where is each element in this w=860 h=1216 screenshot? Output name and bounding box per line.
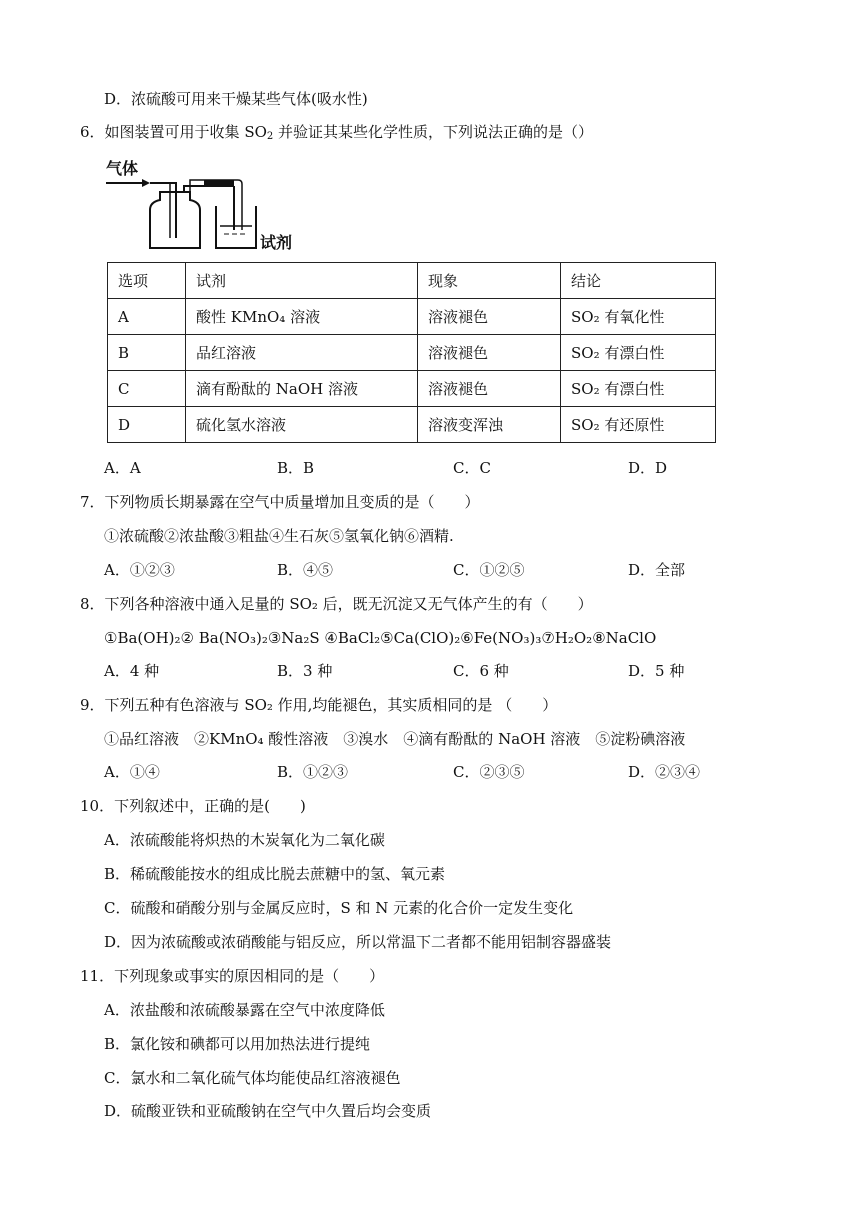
table-cell: SO₂ 有氧化性 — [561, 299, 716, 335]
q10-option-a: A．浓硫酸能将炽热的木炭氧化为二氧化碳 — [104, 831, 385, 849]
gas-label: 气体 — [106, 159, 139, 178]
q10-stem: 10．下列叙述中，正确的是( ) — [80, 797, 306, 815]
q11-option-b: B．氯化铵和碘都可以用加热法进行提纯 — [104, 1035, 371, 1053]
q11-option-a: A．浓盐酸和浓硫酸暴露在空气中浓度降低 — [104, 1001, 385, 1019]
option-c: C．②③⑤ — [453, 763, 525, 781]
option-c: C．C — [453, 459, 491, 477]
option-d: D．全部 — [628, 561, 686, 579]
q11-option-d: D．硫酸亚铁和亚硫酸钠在空气中久置后均会变质 — [104, 1102, 432, 1120]
option-a: A．A — [104, 459, 141, 477]
table-row — [108, 299, 716, 335]
table-cell: D — [108, 407, 186, 443]
table-cell: 溶液褪色 — [418, 299, 561, 335]
beaker — [216, 206, 256, 248]
table-row — [108, 407, 716, 443]
table-cell: 溶液变浑浊 — [418, 407, 561, 443]
table-cell: 溶液褪色 — [418, 371, 561, 407]
q5-option-d: D．浓硫酸可用来干燥某些气体(吸水性) — [104, 90, 368, 108]
table-cell: 滴有酚酞的 NaOH 溶液 — [186, 371, 418, 407]
q10-option-b: B．稀硫酸能按水的组成比脱去蔗糖中的氢、氧元素 — [104, 865, 446, 883]
option-a: A．4 种 — [104, 662, 160, 680]
table-cell: 硫化氢水溶液 — [186, 407, 418, 443]
q8-stem: 8．下列各种溶液中通入足量的 SO₂ 后，既无沉淀又无气体产生的有（ ） — [80, 595, 593, 613]
rubber-connector — [204, 180, 234, 186]
option-b: B．B — [277, 459, 315, 477]
table-header: 现象 — [418, 263, 561, 299]
option-b: B．3 种 — [277, 662, 333, 680]
q11-stem: 11．下列现象或事实的原因相同的是（ ） — [80, 967, 385, 985]
table-header: 结论 — [561, 263, 716, 299]
arrow-head-icon — [142, 179, 150, 187]
option-d: D．②③④ — [628, 763, 701, 781]
option-c: C．①②⑤ — [453, 561, 525, 579]
table-cell: 溶液褪色 — [418, 335, 561, 371]
option-d: D．5 种 — [628, 662, 685, 680]
table-cell: 品红溶液 — [186, 335, 418, 371]
q6-table — [107, 262, 716, 443]
option-d: D．D — [628, 459, 668, 477]
reagent-label: 试剂 — [260, 233, 293, 252]
option-a: A．①④ — [104, 763, 160, 781]
table-cell: SO₂ 有漂白性 — [561, 335, 716, 371]
q9-items: ①品红溶液 ②KMnO₄ 酸性溶液 ③溴水 ④滴有酚酞的 NaOH 溶液 ⑤淀粉碘溶液 — [104, 730, 686, 748]
table-cell: 酸性 KMnO₄ 溶液 — [186, 299, 418, 335]
table-header: 试剂 — [186, 263, 418, 299]
table-cell: A — [108, 299, 186, 335]
table-row — [108, 335, 716, 371]
q6-stem: 6．如图装置可用于收集 $SO_2$ 并验证其某些化学性质，下列说法正确的是（） — [80, 123, 594, 142]
apparatus-figure — [104, 158, 304, 254]
q9-options — [104, 761, 744, 783]
q6-options — [104, 457, 744, 479]
option-c: C．6 种 — [453, 662, 509, 680]
q11-option-c: C．氯水和二氧化硫气体均能使品红溶液褪色 — [104, 1069, 401, 1087]
table-cell: C — [108, 371, 186, 407]
q8-items: ①Ba(OH)₂② Ba(NO₃)₂③Na₂S ④BaCl₂⑤Ca(ClO)₂⑥Fe(NO₃)₃⑦H₂O₂⑧NaClO — [104, 629, 657, 647]
q10-option-d: D．因为浓硫酸或浓硝酸能与铝反应，所以常温下二者都不能用铝制容器盛装 — [104, 933, 612, 951]
q8-options — [104, 660, 744, 682]
table-cell: SO₂ 有漂白性 — [561, 371, 716, 407]
table-cell: B — [108, 335, 186, 371]
option-a: A．①②③ — [104, 561, 175, 579]
outlet-tube — [184, 186, 234, 192]
q7-stem: 7．下列物质长期暴露在空气中质量增加且变质的是（ ） — [80, 493, 480, 511]
table-header-row — [108, 263, 716, 299]
q7-items: ①浓硫酸②浓盐酸③粗盐④生石灰⑤氢氧化钠⑥酒精. — [104, 527, 454, 545]
q9-stem: 9．下列五种有色溶液与 SO₂ 作用,均能褪色，其实质相同的是 （ ） — [80, 696, 558, 714]
q7-options — [104, 559, 744, 581]
table-row — [108, 371, 716, 407]
option-b: B．①②③ — [277, 763, 349, 781]
q10-option-c: C．硫酸和硝酸分别与金属反应时，S 和 N 元素的化合价一定发生变化 — [104, 899, 574, 917]
table-cell: SO₂ 有还原性 — [561, 407, 716, 443]
option-b: B．④⑤ — [277, 561, 334, 579]
table-header: 选项 — [108, 263, 186, 299]
